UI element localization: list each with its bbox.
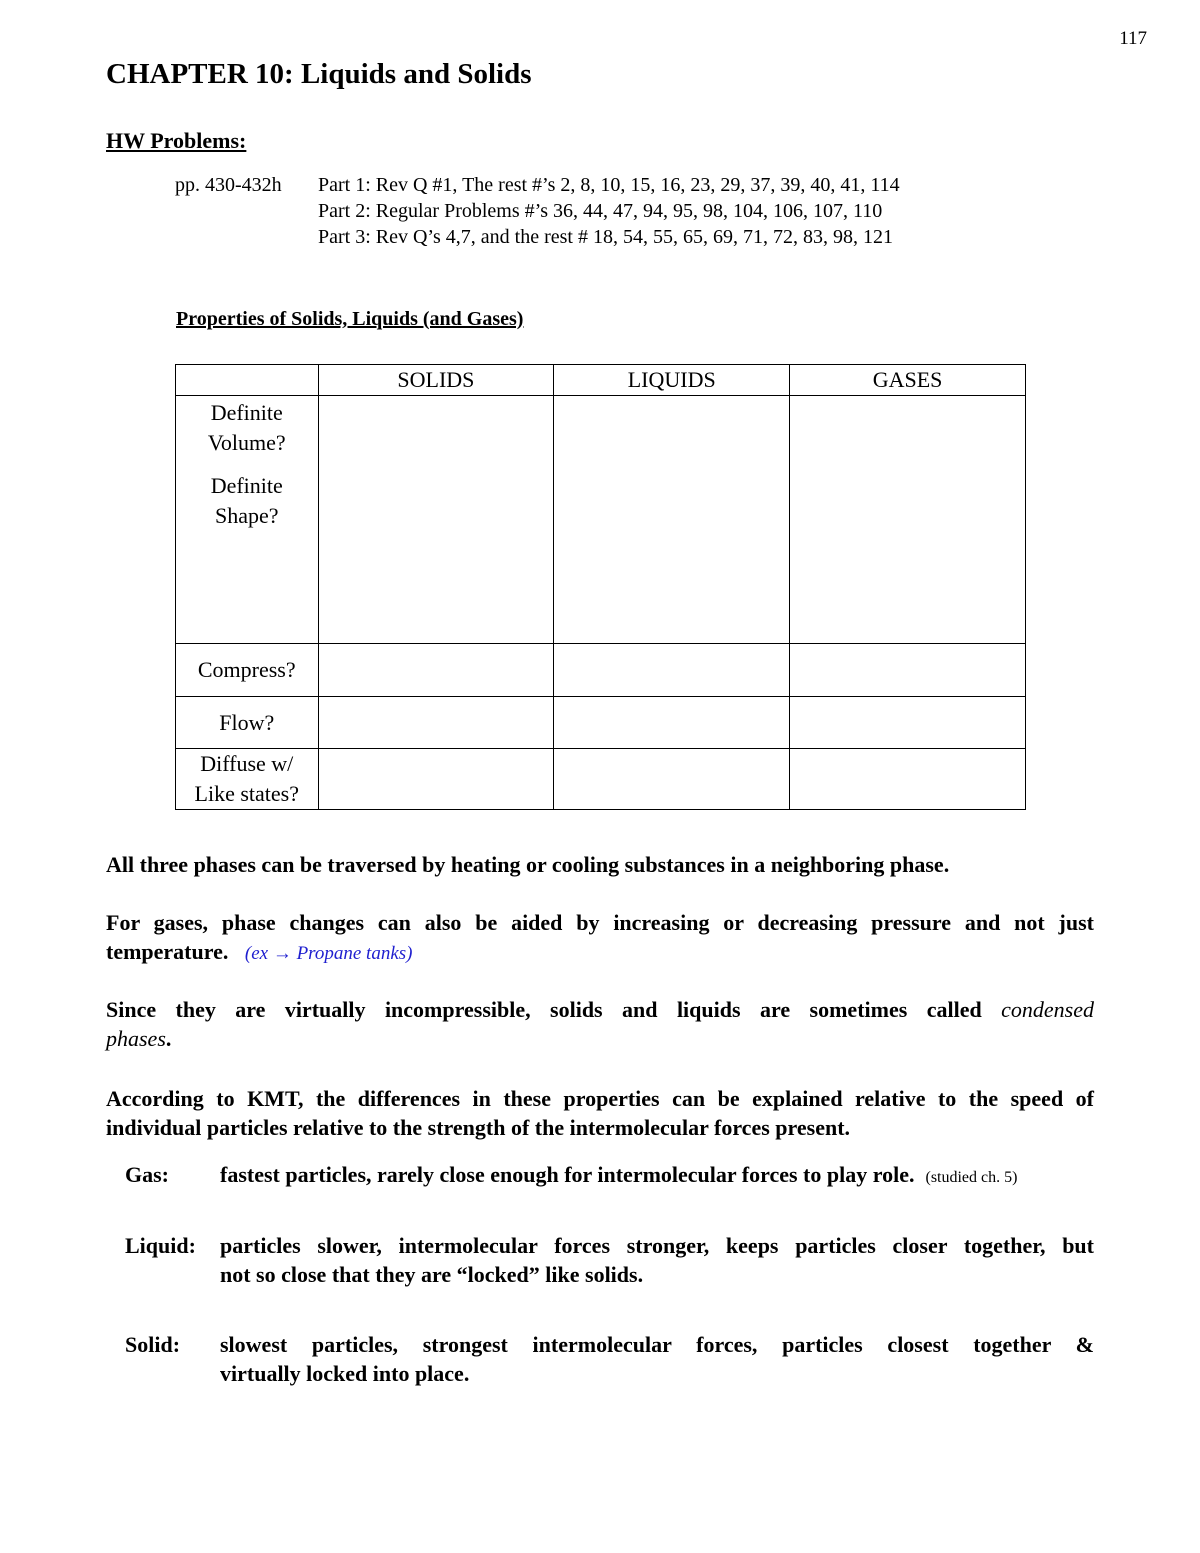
phases-term: phases	[106, 1026, 166, 1051]
phase-desc-gas	[220, 1160, 1094, 1192]
paragraph-gases-pressure	[106, 908, 1094, 968]
label-definite-volume-2: Volume?	[207, 430, 286, 455]
answer-cell[interactable]	[790, 697, 1026, 749]
phase-label-gas: Gas:	[125, 1162, 169, 1187]
chapter-title: CHAPTER 10: Liquids and Solids	[106, 58, 532, 90]
hw-heading: HW Problems:	[106, 128, 247, 153]
answer-cell[interactable]	[554, 396, 790, 644]
answer-cell[interactable]	[554, 644, 790, 697]
hw-part-2: Part 2: Regular Problems #’s 36, 44, 47, 94, 95, 98, 104, 106, 107, 110	[318, 200, 883, 222]
label-diffuse-2: Like states?	[194, 781, 299, 806]
row-label-flow: Flow?	[176, 697, 319, 749]
answer-cell[interactable]	[790, 749, 1026, 810]
header-cell-liquids: LIQUIDS	[554, 365, 790, 396]
row-label-definite	[176, 396, 319, 644]
phase-label-solid: Solid:	[125, 1332, 181, 1357]
paragraph-gases-line1: For gases, phase changes can also be aided by increasing or decreasing pressure and not just	[106, 910, 1094, 935]
row-label-compress: Compress?	[176, 644, 319, 697]
answer-cell[interactable]	[318, 749, 554, 810]
table-row	[176, 697, 1026, 749]
liquid-desc-line1: particles slower, intermolecular forces stronger, keeps particles closer together, but	[220, 1233, 1094, 1258]
paragraph-kmt	[106, 1084, 1094, 1142]
header-cell-solids: SOLIDS	[318, 365, 554, 396]
table-header-row	[176, 365, 1026, 396]
label-definite-volume-1: Definite	[210, 400, 283, 425]
paragraph-condensed-phases	[106, 995, 1094, 1053]
condensed-period: .	[165, 1026, 172, 1051]
answer-cell[interactable]	[318, 396, 554, 644]
paragraph-gases-line2: temperature.	[106, 939, 229, 964]
table-row	[176, 644, 1026, 697]
condensed-text: Since they are virtually incompressible, solids and liquids are sometimes called	[106, 997, 982, 1022]
propane-note: (ex → Propane tanks)	[244, 943, 413, 964]
phase-desc-liquid	[220, 1231, 1094, 1289]
table-row	[176, 396, 1026, 644]
label-definite-shape-1: Definite	[210, 473, 283, 498]
solid-desc-line1: slowest particles, strongest intermolecular forces, particles closest together &	[220, 1332, 1094, 1357]
paragraph-phases-traversed: All three phases can be traversed by heating or cooling substances in a neighboring phase.	[106, 852, 950, 877]
answer-cell[interactable]	[790, 396, 1026, 644]
answer-cell[interactable]	[554, 697, 790, 749]
answer-cell[interactable]	[790, 644, 1026, 697]
properties-heading: Properties of Solids, Liquids (and Gases)	[176, 308, 524, 330]
answer-cell[interactable]	[554, 749, 790, 810]
kmt-line1: According to KMT, the differences in these properties can be explained relative to the speed of	[106, 1086, 1094, 1111]
header-cell-blank	[176, 365, 319, 396]
kmt-line2: individual particles relative to the strength of the intermolecular forces present.	[106, 1115, 851, 1140]
hw-pages: pp. 430-432h	[175, 174, 282, 196]
phase-label-liquid: Liquid:	[125, 1233, 196, 1258]
page-number: 117	[1119, 28, 1147, 49]
phase-desc-solid	[220, 1330, 1094, 1388]
header-cell-gases: GASES	[790, 365, 1026, 396]
solid-desc-line2: virtually locked into place.	[220, 1361, 470, 1386]
condensed-term: condensed	[1001, 997, 1094, 1022]
hw-part-3: Part 3: Rev Q’s 4,7, and the rest # 18, 54, 55, 65, 69, 71, 72, 83, 98, 121	[318, 226, 893, 248]
label-definite-shape-2: Shape?	[214, 503, 279, 528]
answer-cell[interactable]	[318, 697, 554, 749]
answer-cell[interactable]	[318, 644, 554, 697]
hw-part-1: Part 1: Rev Q #1, The rest #’s 2, 8, 10, 15, 16, 23, 29, 37, 39, 40, 41, 114	[318, 174, 900, 196]
gas-desc-text: fastest particles, rarely close enough for intermolecular forces to play role.	[220, 1162, 915, 1187]
gas-studied-note: (studied ch. 5)	[925, 1169, 1018, 1186]
properties-table	[175, 364, 1026, 810]
liquid-desc-line2: not so close that they are “locked” like solids.	[220, 1262, 644, 1287]
label-diffuse-1: Diffuse w/	[200, 751, 294, 776]
table-row	[176, 749, 1026, 810]
row-label-diffuse	[176, 749, 319, 810]
